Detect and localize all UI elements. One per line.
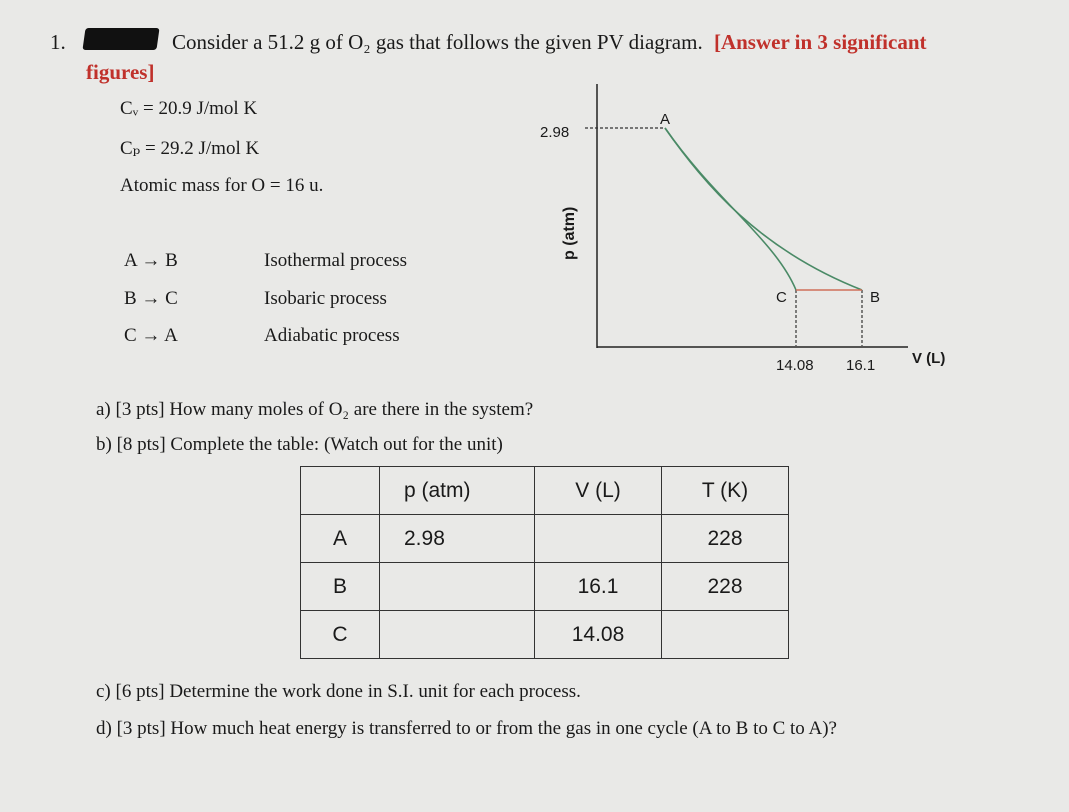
- table-header-cell: T (K): [662, 467, 789, 515]
- table-cell: A: [301, 515, 380, 563]
- table-cell: 16.1: [535, 563, 662, 611]
- process-path-bc: B → C: [124, 288, 178, 309]
- part-b: b) [8 pts] Complete the table: (Watch out for the unit): [96, 434, 503, 455]
- part-c: c) [6 pts] Determine the work done in S.I. unit for each process.: [96, 681, 581, 702]
- table-cell: 228: [662, 563, 789, 611]
- question-number: 1.: [50, 30, 66, 54]
- ytick-label: 2.98: [540, 124, 570, 141]
- table-cell: 14.08: [535, 611, 662, 659]
- instruction-text: [Answer in 3 significant: [713, 30, 927, 54]
- cv-value: Cᵥ = 20.9 J/mol K: [120, 98, 258, 119]
- xtick-label-b: 16.1: [846, 357, 876, 374]
- table-header-cell: V (L): [535, 467, 662, 515]
- cp-value: Cₚ = 29.2 J/mol K: [120, 138, 260, 159]
- table-cell: C: [301, 611, 380, 659]
- point-a-label: A: [660, 111, 671, 128]
- table-cell: B: [301, 563, 380, 611]
- table-cell: [380, 611, 535, 659]
- curve-isothermal-ab: [665, 128, 862, 290]
- table-header-row: [301, 467, 789, 515]
- instruction-continued: figures]: [86, 60, 155, 84]
- process-path-ab: A → B: [124, 250, 178, 271]
- x-axis-label: V (L): [912, 350, 946, 367]
- table-row: [301, 515, 789, 563]
- process-name-ca: Adiabatic process: [264, 325, 400, 346]
- table-cell: 228: [662, 515, 789, 563]
- state-table: [300, 466, 789, 659]
- pv-diagram: [0, 0, 1069, 400]
- part-d: d) [3 pts] How much heat energy is transferred to or from the gas in one cycle (A to B to C to A)?: [96, 718, 837, 739]
- process-name-bc: Isobaric process: [264, 288, 387, 309]
- xtick-label-c: 14.08: [776, 357, 814, 374]
- table-header-cell: [301, 467, 380, 515]
- curve-adiabatic-ca: [665, 128, 796, 290]
- part-a: a) [3 pts] How many moles of O₂ are there in the system?: [96, 399, 534, 420]
- table-row: [301, 611, 789, 659]
- table-cell: [535, 515, 662, 563]
- y-axis-label: p (atm): [561, 206, 578, 260]
- table-cell: 2.98: [380, 515, 535, 563]
- table-cell: [380, 563, 535, 611]
- process-path-ca: C → A: [124, 325, 178, 346]
- point-b-label: B: [870, 289, 881, 306]
- table-header-cell: p (atm): [380, 467, 535, 515]
- point-c-label: C: [776, 289, 787, 306]
- atomic-mass: Atomic mass for O = 16 u.: [120, 175, 324, 196]
- table-cell: [662, 611, 789, 659]
- process-name-ab: Isothermal process: [264, 250, 407, 271]
- table-row: [301, 563, 789, 611]
- intro-text: Consider a 51.2 g of O₂ gas that follows the given PV diagram.: [172, 30, 703, 54]
